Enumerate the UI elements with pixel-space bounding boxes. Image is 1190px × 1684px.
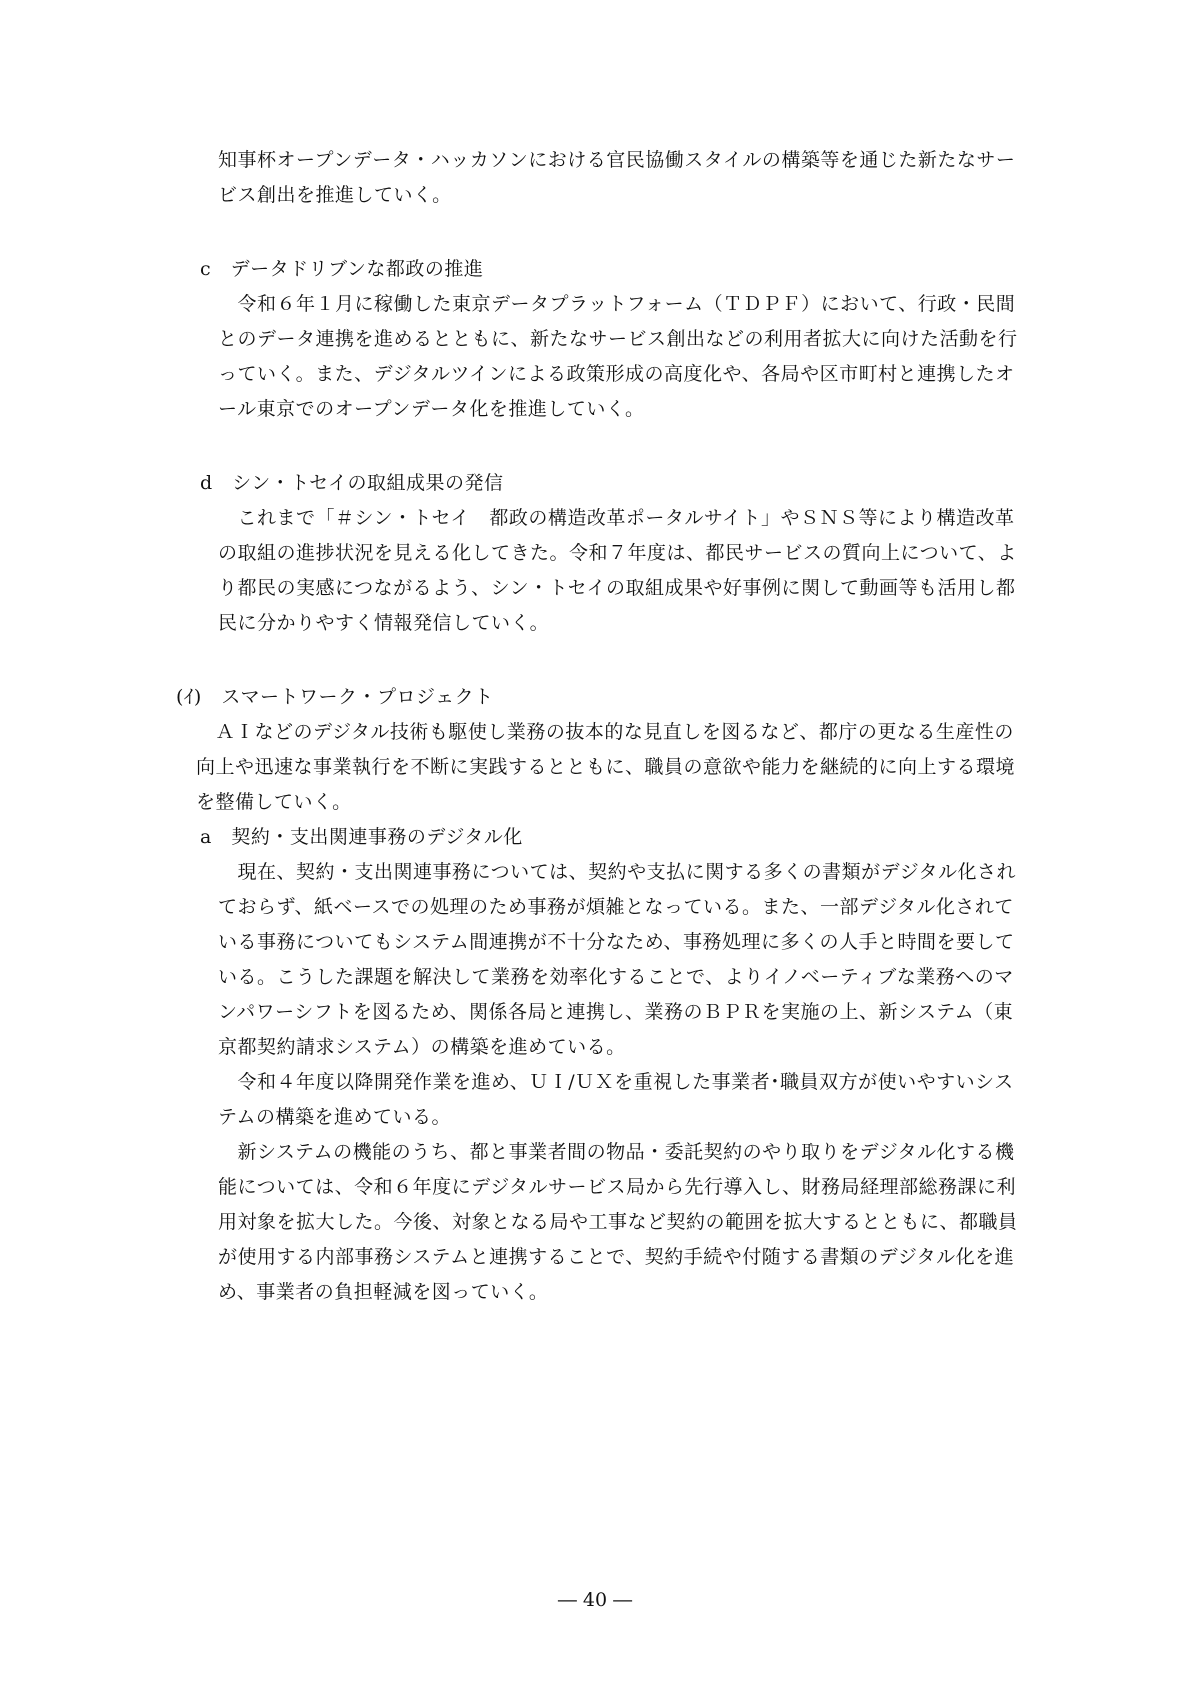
body-text-line: ＡＩなどのデジタル技術も駆使し業務の抜本的な見直しを図るなど、都庁の更なる生産性の (196, 721, 1014, 743)
body-text-line: 能については、令和６年度にデジタルサービス局から先行導入し、財務局経理部総務課に利 (218, 1176, 1016, 1198)
body-text-line: の取組の進捗状況を見える化してきた。令和７年度は、都民サービスの質向上について、よ (218, 542, 1017, 564)
body-text-line: ておらず、紙ベースでの処理のため事務が煩雑となっている。また、一部デジタル化されて (218, 896, 1014, 918)
body-text-line: 現在、契約・支出関連事務については、契約や支払に関する多くの書類がデジタル化され (218, 861, 1016, 883)
body-text-line: ビス創出を推進していく。 (218, 184, 452, 206)
body-text-line: 向上や迅速な事業執行を不断に実践するとともに、職員の意欲や能力を継続的に向上する環境 (196, 756, 1016, 778)
body-text-line: 民に分かりやすく情報発信していく。 (218, 612, 550, 634)
page-number: ― 40 ― (557, 1589, 633, 1611)
section-heading-a: a 契約・支出関連事務のデジタル化 (200, 826, 523, 848)
section-heading-d: d シン・トセイの取組成果の発信 (200, 472, 504, 494)
body-text-line: め、事業者の負担軽減を図っていく。 (218, 1281, 549, 1303)
body-text-line: を整備していく。 (196, 791, 352, 813)
body-text-line: これまで「＃シン・トセイ 都政の構造改革ポータルサイト」やＳＮＳ等により構造改革 (218, 507, 1015, 529)
body-text-line: 新システムの機能のうち、都と事業者間の物品・委託契約のやり取りをデジタル化する機 (218, 1141, 1015, 1163)
body-text-line: テムの構築を進めている。 (218, 1106, 452, 1128)
body-text-line: 知事杯オープンデータ・ハッカソンにおける官民協働スタイルの構築等を通じた新たなサー (218, 149, 1016, 171)
body-text-line: いる事務についてもシステム間連携が不十分なため、事務処理に多くの人手と時間を要して (218, 931, 1015, 953)
body-text-line: 令和６年１月に稼働した東京データプラットフォーム（ＴＤＰＦ）において、行政・民間 (218, 293, 1016, 315)
body-text-line: 京都契約請求システム）の構築を進めている。 (218, 1036, 626, 1058)
body-text-line: 令和４年度以降開発作業を進め、ＵＩ/ＵＸを重視した事業者･職員双方が使いやすいシス (218, 1071, 1014, 1093)
body-text-line: 用対象を拡大した。今後、対象となる局や工事など契約の範囲を拡大するとともに、都職員 (218, 1211, 1018, 1233)
section-heading-c: c データドリブンな都政の推進 (200, 258, 484, 280)
body-text-line: が使用する内部事務システムと連携することで、契約手続や付随する書類のデジタル化を進 (218, 1246, 1015, 1268)
body-text-line: いる。こうした課題を解決して業務を効率化することで、よりイノベーティブな業務へのマ (218, 966, 1014, 988)
body-text-line: ンパワーシフトを図るため、関係各局と連携し、業務のＢＰＲを実施の上、新システム（東 (218, 1001, 1014, 1023)
section-heading-smartwork: (ｲ) スマートワーク・プロジェクト (176, 686, 494, 708)
body-text-line: ール東京でのオープンデータ化を推進していく。 (218, 398, 645, 420)
body-text-line: り都民の実感につながるよう、シン・トセイの取組成果や好事例に関して動画等も活用し都 (218, 577, 1016, 599)
body-text-line: っていく。また、デジタルツインによる政策形成の高度化や、各局や区市町村と連携したオ (218, 363, 1015, 385)
body-text-line: とのデータ連携を進めるとともに、新たなサービス創出などの利用者拡大に向けた活動を行 (218, 328, 1018, 350)
